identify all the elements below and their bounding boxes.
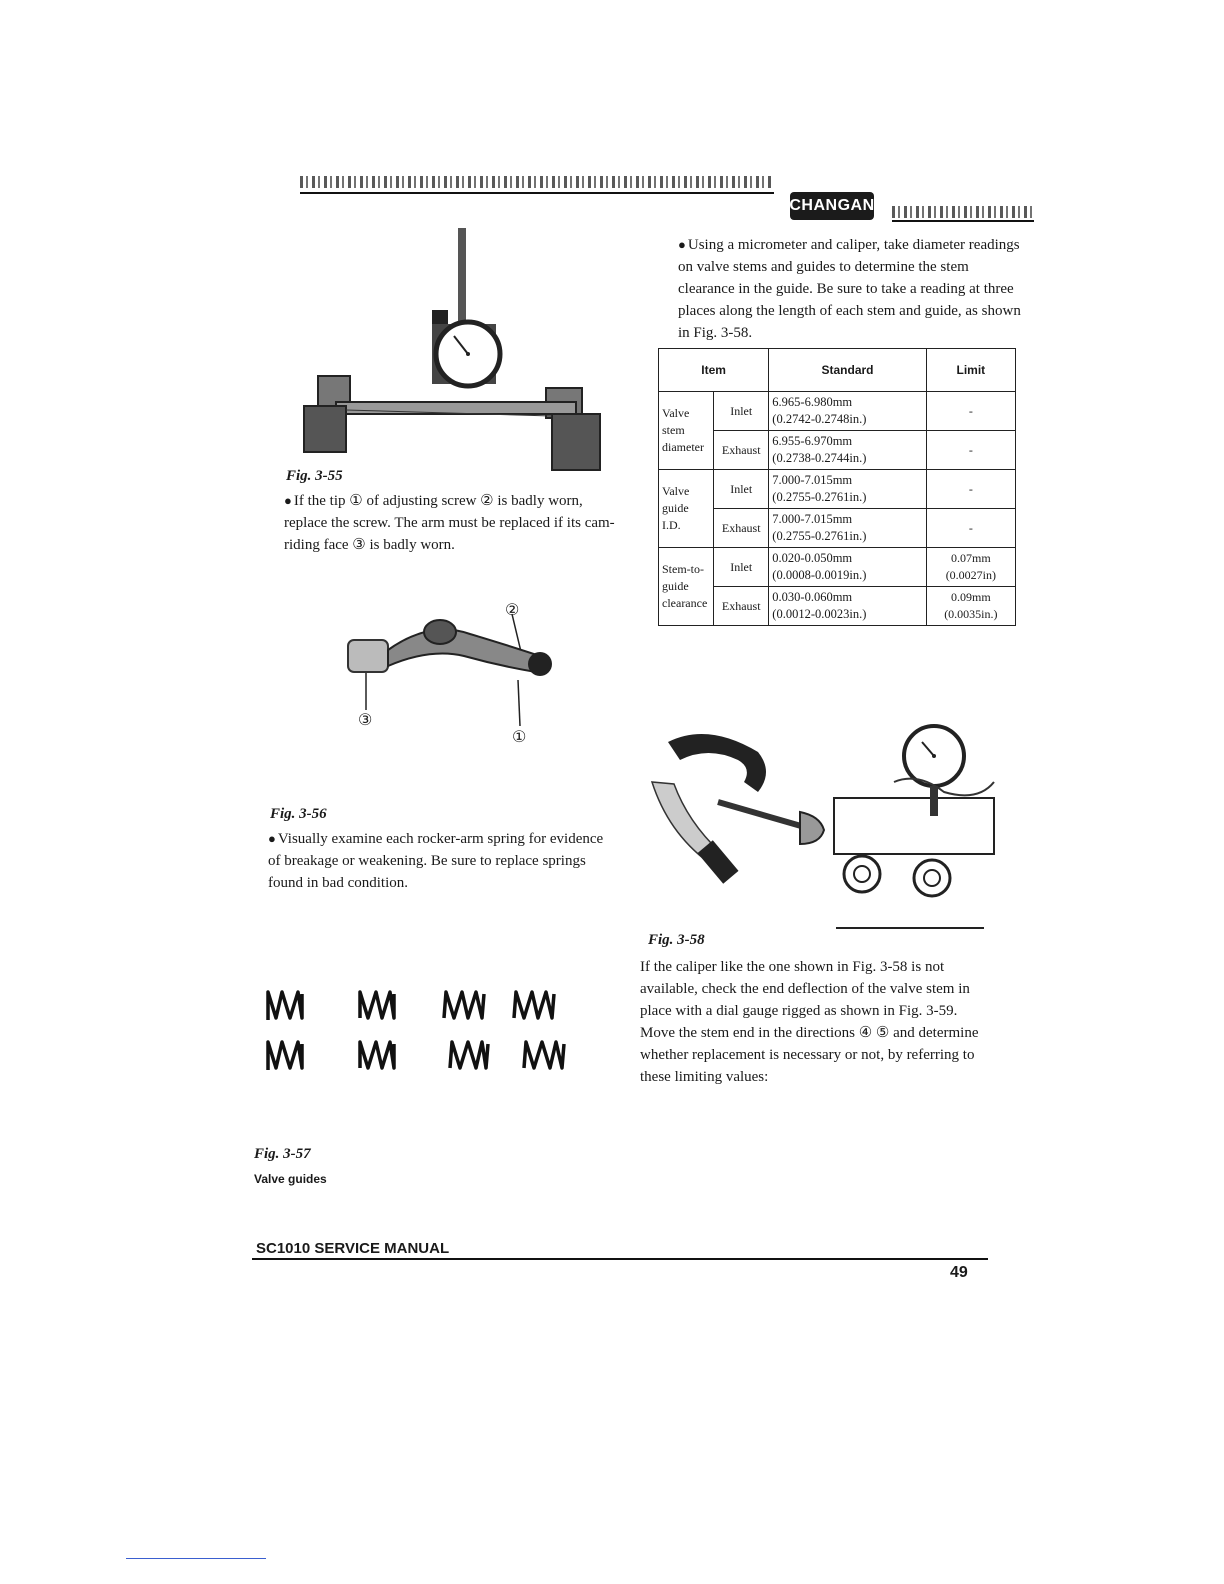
sub-label: Inlet <box>714 548 769 587</box>
fig-3-55-caption: Fig. 3-55 <box>286 468 343 484</box>
lim-mm: 0.07mm <box>951 551 991 565</box>
header-ornament-right <box>892 206 1034 218</box>
limit-value <box>926 587 1015 626</box>
lim-in: (0.0035in.) <box>944 607 998 621</box>
std-mm: 6.965-6.980mm <box>772 395 853 409</box>
paragraph-micrometer <box>678 234 1024 344</box>
lim-mm: - <box>968 520 973 535</box>
sub-label: Exhaust <box>714 587 769 626</box>
fig-3-57-subcaption: Valve guides <box>254 1172 327 1186</box>
table-row <box>659 470 1016 509</box>
group-label: Valve guide I.D. <box>659 470 714 548</box>
header-rule-right <box>892 220 1034 222</box>
limit-value <box>926 548 1015 587</box>
limit-value <box>926 509 1015 548</box>
fig-3-56-rocker-arm <box>340 600 570 750</box>
sub-label: Exhaust <box>714 431 769 470</box>
standard-value <box>769 509 926 548</box>
header-ornament-left <box>300 176 774 188</box>
standard-value <box>769 431 926 470</box>
lim-mm: - <box>968 403 973 418</box>
std-in: (0.2755-0.2761in.) <box>772 529 867 543</box>
label-cam-face: ③ <box>358 712 373 729</box>
paragraph-rocker-spring-text: Visually examine each rocker-arm spring for evidence of breakage or weakening. Be sure to replace springs found in bad condition. <box>268 831 604 891</box>
fig-3-55-dial-gauge-stand <box>296 224 608 474</box>
std-in: (0.0012-0.0023in.) <box>772 607 867 621</box>
paragraph-micrometer-text: Using a micrometer and caliper, take diameter readings on valve stems and guides to determine the stem clearance in the guide. Be sure to take a reading at three places along the length of each stem and guide, as shown in Fig. 3-58. <box>678 237 1021 341</box>
std-mm: 7.000-7.015mm <box>772 512 853 526</box>
lim-mm: 0.09mm <box>951 590 991 604</box>
lim-in: (0.0027in) <box>945 568 997 582</box>
header-standard: Standard <box>769 349 926 392</box>
std-in: (0.2742-0.2748in.) <box>772 412 867 426</box>
footer-manual-title: SC1010 SERVICE MANUAL <box>256 1240 450 1257</box>
lim-mm: - <box>968 442 973 457</box>
standard-value <box>769 548 926 587</box>
std-mm: 0.030-0.060mm <box>772 590 853 604</box>
limit-value <box>926 470 1015 509</box>
table-header-row <box>659 349 1016 392</box>
std-mm: 7.000-7.015mm <box>772 473 853 487</box>
limit-value <box>926 431 1015 470</box>
standard-value <box>769 587 926 626</box>
fig-3-58-caption: Fig. 3-58 <box>648 932 705 948</box>
group-label: Stem-to-guide clearance <box>659 548 714 626</box>
table-row <box>659 548 1016 587</box>
paragraph-end-deflection: If the caliper like the one shown in Fig. 3-58 is not available, check the end deflection of the valve stem in place with a dial gauge rigged as shown in Fig. 3-59. Move the stem end in the directions ④ ⑤ and determine whether replacement is necessary or not, by referring to these limiting values: <box>640 959 979 1085</box>
fig-3-58-micrometer-dial-gauge <box>648 712 1000 934</box>
bottom-underline <box>126 1558 266 1559</box>
label-tip: ① <box>512 729 527 746</box>
header-limit: Limit <box>926 349 1015 392</box>
sub-label: Exhaust <box>714 509 769 548</box>
valve-spec-table <box>658 348 1016 626</box>
paragraph-adjusting-screw-text: If the tip ① of adjusting screw ② is badly worn, replace the screw. The arm must be replaced if its cam-riding face ③ is badly worn. <box>284 493 615 553</box>
fig-3-57-valve-guide-springs <box>264 984 604 1076</box>
fig-3-57-caption: Fig. 3-57 <box>254 1146 311 1162</box>
header-rule-left <box>300 192 774 194</box>
limit-value <box>926 392 1015 431</box>
standard-value <box>769 470 926 509</box>
header-item: Item <box>659 349 769 392</box>
fig-3-56-caption: Fig. 3-56 <box>270 806 327 822</box>
std-in: (0.2738-0.2744in.) <box>772 451 867 465</box>
std-mm: 6.955-6.970mm <box>772 434 853 448</box>
std-in: (0.2755-0.2761in.) <box>772 490 867 504</box>
sub-label: Inlet <box>714 470 769 509</box>
lim-mm: - <box>968 481 973 496</box>
page-number: 49 <box>950 1264 968 1281</box>
std-in: (0.0008-0.0019in.) <box>772 568 867 582</box>
std-mm: 0.020-0.050mm <box>772 551 853 565</box>
brand-logo: CHANGAN <box>790 192 874 220</box>
sub-label: Inlet <box>714 392 769 431</box>
paragraph-adjusting-screw <box>284 490 628 556</box>
standard-value <box>769 392 926 431</box>
group-label: Valve stem diameter <box>659 392 714 470</box>
table-row <box>659 392 1016 431</box>
label-screw: ② <box>505 602 520 619</box>
footer-rule <box>252 1258 988 1260</box>
paragraph-rocker-spring <box>268 828 616 894</box>
